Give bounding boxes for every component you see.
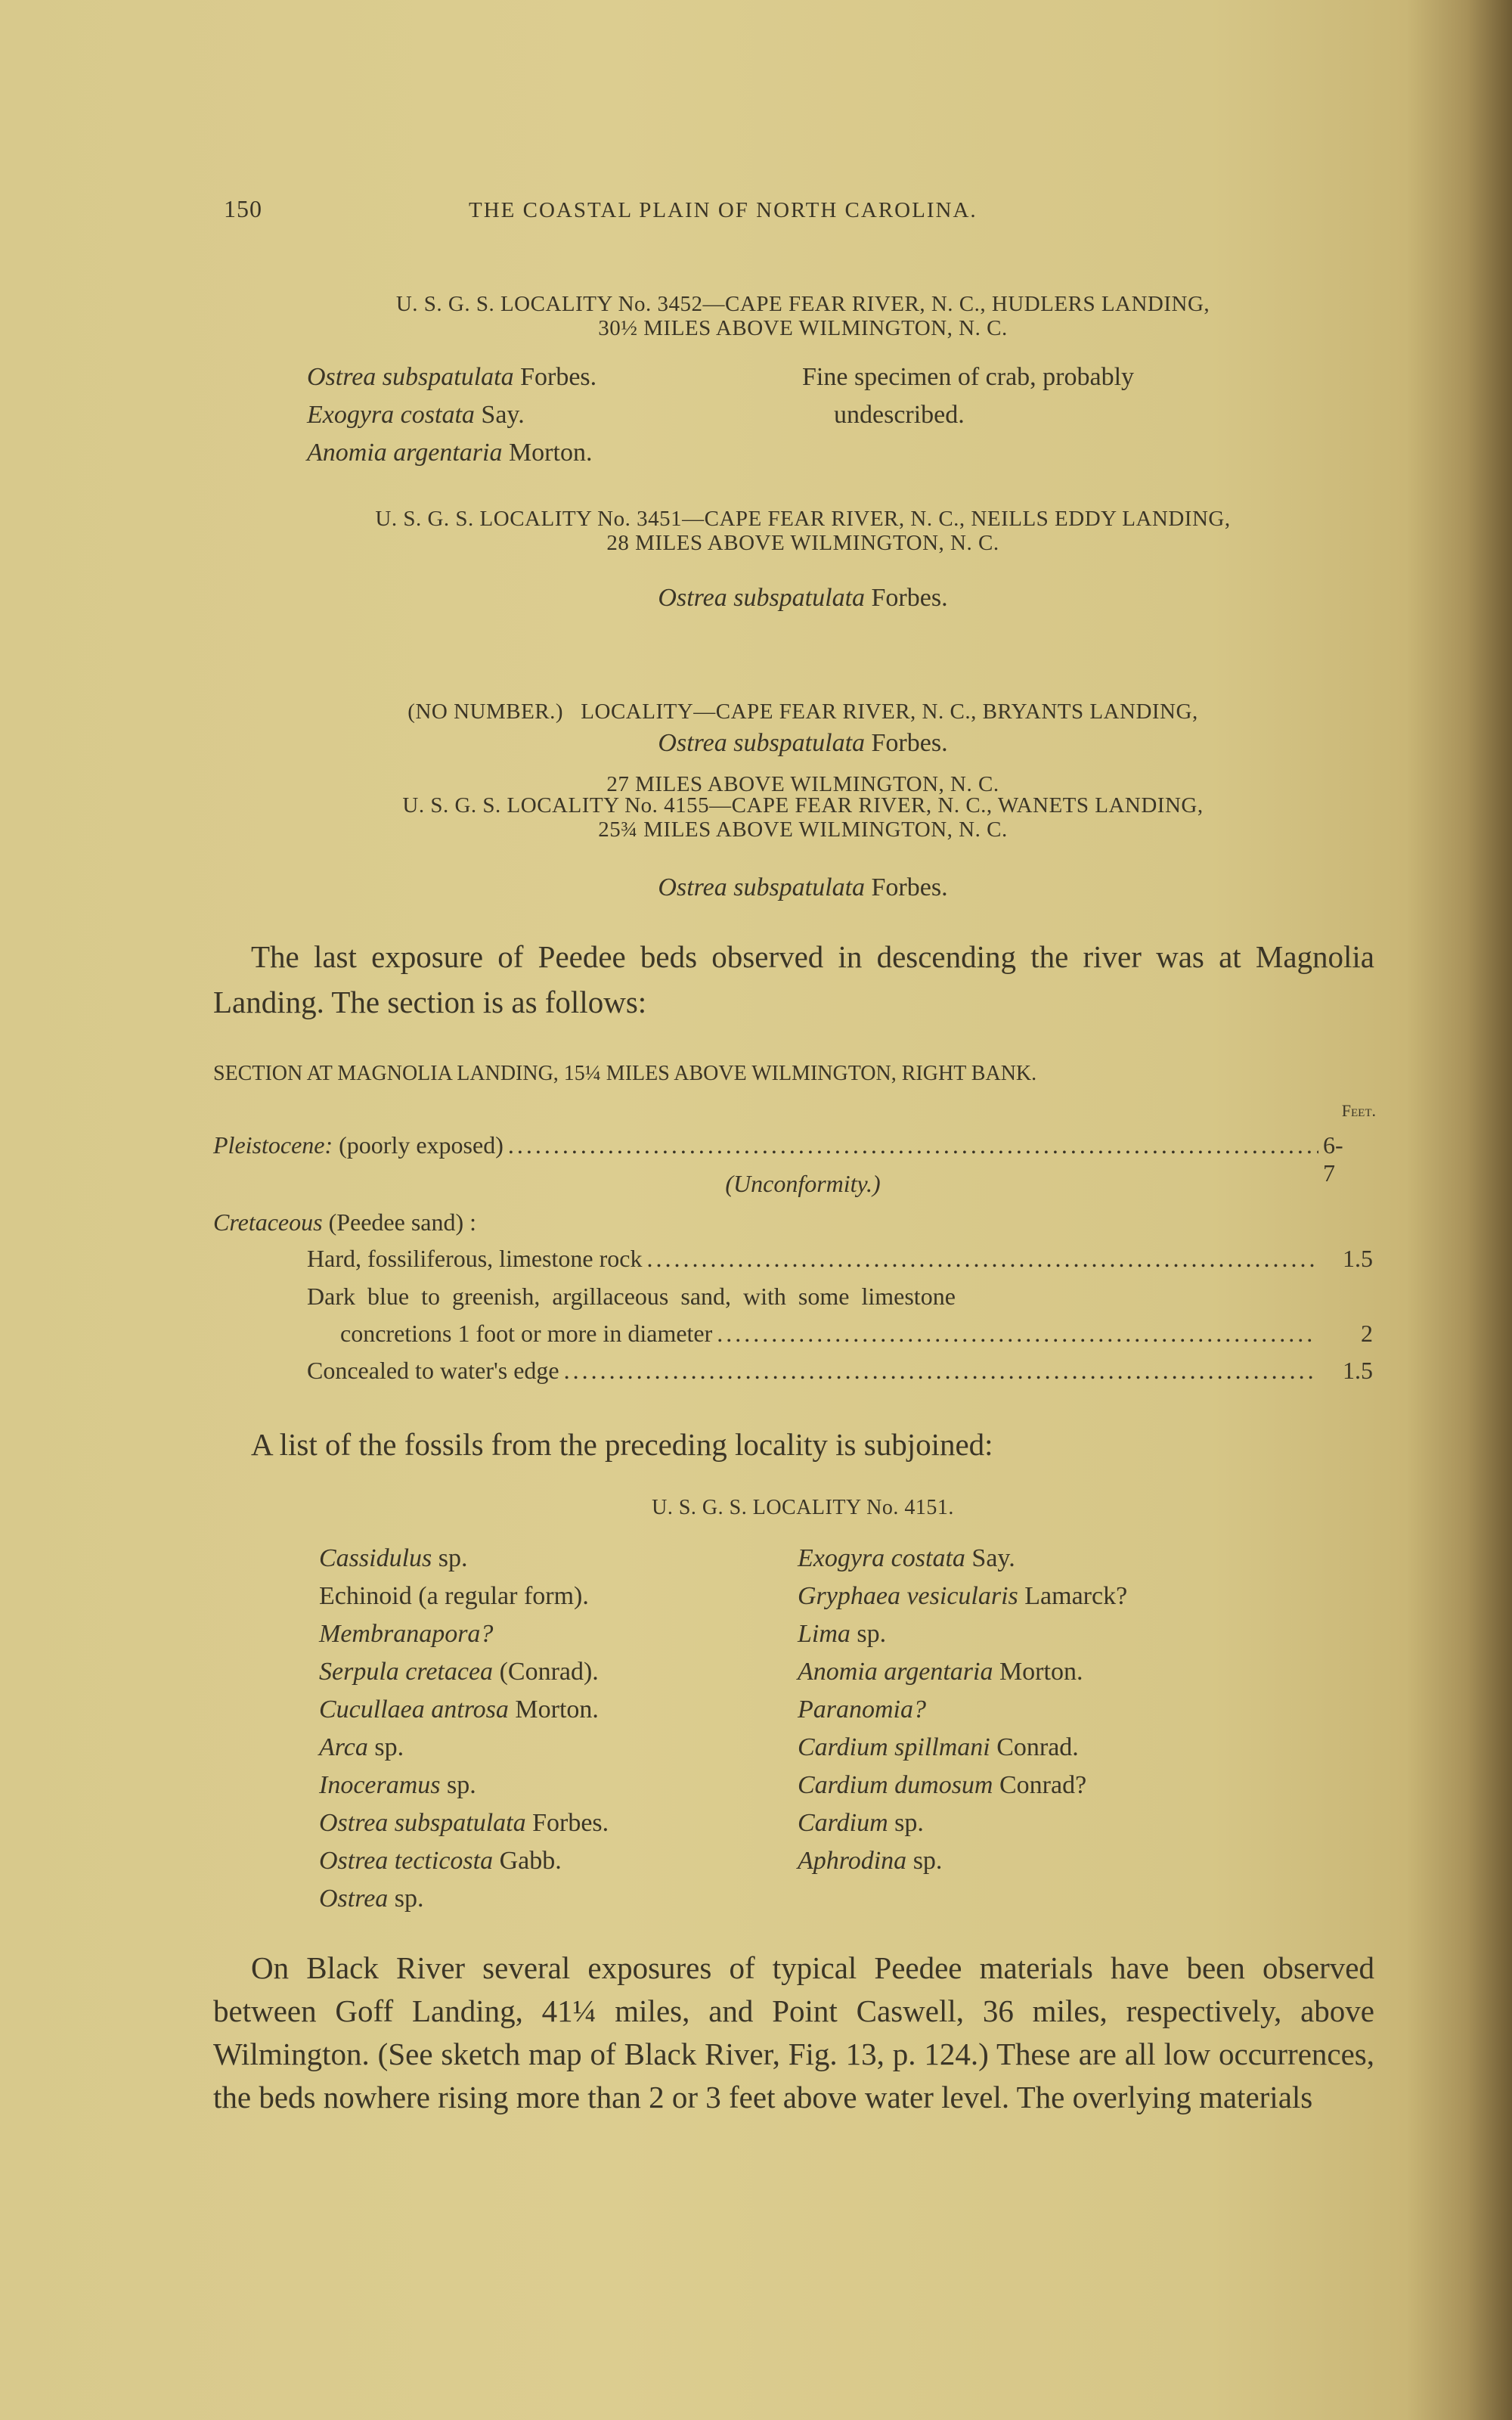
locality-line: U. S. G. S. LOCALITY No. 3452—CAPE FEAR RIVER, N. C., HUDLERS LANDING, xyxy=(395,292,1210,316)
section-row: Pleistocene: (poorly exposed) ..... 6-7 xyxy=(213,1131,1353,1187)
species-item: Inoceramus sp. xyxy=(319,1771,476,1799)
species-item: Ostrea subspatulata Forbes. xyxy=(319,1809,609,1837)
unconformity: (Unconformity.) xyxy=(725,1170,881,1197)
species-item: Ostrea sp. xyxy=(319,1885,424,1913)
species-item: Anomia argentaria Morton. xyxy=(307,439,593,467)
paragraph: On Black River several exposures of typical Peedee materials have been observed between Goff Landing, 41¼ miles, and Point Caswell, 36 miles, respectively, above Wilmington. (See sketch map of Black River, Fig. 13, p. 124.) These are all low occurrences, the beds nowhere rising more than 2 or 3 feet above water level. The overlying materials xyxy=(213,1950,1374,2114)
section-row: Dark blue to greenish, argillaceous sand, with some limestone xyxy=(307,1283,956,1310)
species-item: Cardium spillmani Conrad. xyxy=(798,1733,1079,1761)
locality-heading xyxy=(213,793,1393,842)
species-item: Anomia argentaria Morton. xyxy=(798,1658,1083,1686)
paragraph: A list of the fossils from the preceding locality is subjoined: xyxy=(251,1427,993,1462)
species-item: Lima sp. xyxy=(798,1620,887,1648)
species-item: Exogyra costata Say. xyxy=(798,1544,1015,1572)
page-number: 150 xyxy=(224,195,262,222)
locality-line: U. S. G. S. LOCALITY No. 4155—CAPE FEAR RIVER, N. C., WANETS LANDING, xyxy=(402,793,1204,818)
species-item: Aphrodina sp. xyxy=(798,1847,943,1875)
species-item: Echinoid (a regular form). xyxy=(319,1582,589,1610)
species-item: Cucullaea antrosa Morton. xyxy=(319,1696,599,1723)
species-item: Membranapora? xyxy=(319,1620,494,1648)
species-list xyxy=(307,358,596,472)
species-item: Ostrea subspatulata Forbes. xyxy=(658,873,948,901)
note-line: Fine specimen of crab, probably xyxy=(802,363,1135,391)
locality-heading xyxy=(213,292,1393,340)
species-item: Cardium sp. xyxy=(798,1809,924,1837)
section-row: Hard, fossiliferous, limestone rock ..... 1.5 xyxy=(307,1245,1373,1273)
species-item: Ostrea tecticosta Gabb. xyxy=(319,1847,562,1875)
species-item: Gryphaea vesicularis Lamarck? xyxy=(798,1582,1128,1610)
locality-line: U. S. G. S. LOCALITY No. 3451—CAPE FEAR RIVER, N. C., NEILLS EDDY LANDING, xyxy=(375,507,1231,531)
species-item: Paranomia? xyxy=(798,1696,926,1723)
species-item: Cardium dumosum Conrad? xyxy=(798,1771,1087,1799)
species-list xyxy=(798,1540,1127,1880)
locality-line: 28 MILES ABOVE WILMINGTON, N. C. xyxy=(606,531,999,555)
species-item: Ostrea subspatulata Forbes. xyxy=(307,363,597,391)
paragraph: The last exposure of Peedee beds observed in descending the river was at Magnolia Landing. The section is as follows: xyxy=(213,939,1374,1019)
unit-label: Feet. xyxy=(1341,1101,1376,1120)
section-row: concretions 1 foot or more in diameter ..... 2 xyxy=(340,1320,1373,1348)
note-line: undescribed. xyxy=(834,401,965,429)
locality-line: 25¾ MILES ABOVE WILMINGTON, N. C. xyxy=(598,818,1008,842)
locality-line: 27 MILES ABOVE WILMINGTON, N. C. xyxy=(606,772,999,796)
section-row: Concealed to water's edge ..... 1.5 xyxy=(307,1357,1373,1385)
note xyxy=(802,358,1134,434)
species-list xyxy=(319,1540,609,1918)
species-item: Ostrea subspatulata Forbes. xyxy=(658,729,948,757)
species-item: Ostrea subspatulata Forbes. xyxy=(658,584,948,612)
running-title: THE COASTAL PLAIN OF NORTH CAROLINA. xyxy=(469,198,978,222)
locality-heading xyxy=(213,507,1393,555)
species-item: Arca sp. xyxy=(319,1733,404,1761)
section-title: SECTION AT MAGNOLIA LANDING, 15¼ MILES ABOVE WILMINGTON, RIGHT BANK. xyxy=(213,1062,1037,1085)
section-row: Cretaceous (Peedee sand) : xyxy=(213,1208,477,1236)
locality-line: (NO NUMBER.) LOCALITY—CAPE FEAR RIVER, N. C., BRYANTS LANDING, xyxy=(407,700,1198,724)
species-item: Serpula cretacea (Conrad). xyxy=(319,1658,599,1686)
locality-heading: U. S. G. S. LOCALITY No. 4151. xyxy=(652,1496,954,1519)
locality-line: 30½ MILES ABOVE WILMINGTON, N. C. xyxy=(598,316,1008,340)
species-item: Exogyra costata Say. xyxy=(307,401,525,429)
species-item: Cassidulus sp. xyxy=(319,1544,468,1572)
